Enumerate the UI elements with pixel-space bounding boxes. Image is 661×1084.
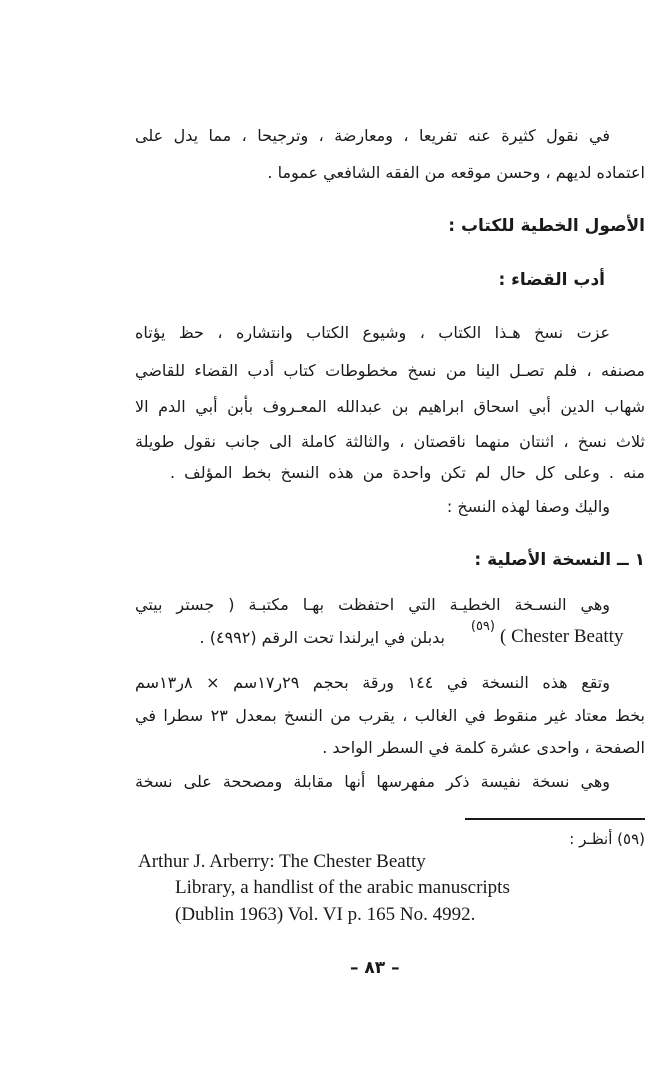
- body-text-line: اعتماده لديهم ، وحسن موقعه من الفقه الشافعي عموما .: [267, 163, 645, 182]
- footnote-separator: [465, 818, 645, 820]
- body-text-line: شهاب الدين أبي اسحاق ابراهيم بن عبدالله المعـروف بأبن أبي الدم الا: [135, 397, 645, 416]
- section-heading: الأصول الخطية للكتاب :: [448, 216, 645, 236]
- body-text-line: بدبلن في ايرلندا تحت الرقم (٤٩٩٢) .: [199, 628, 445, 647]
- body-text-line: عزت نسخ هـذا الكتاب ، وشيوع الكتاب وانتشاره ، حظ يؤتاه: [135, 323, 610, 342]
- body-text-line: ثلاث نسخ ، اثنتان منهما ناقصتان ، والثالثة كاملة الى جانب نقول طويلة: [135, 432, 645, 451]
- subsection-heading: أدب القضاء :: [498, 270, 605, 290]
- footnote-reference: (٥٩): [470, 619, 495, 634]
- body-text-line: واليك وصفا لهذه النسخ :: [446, 497, 610, 516]
- body-text-line: منه . وعلى كل حال لم تكن واحدة من هذه النسخ بخط المؤلف .: [170, 463, 645, 482]
- body-text-line: بخط معتاد غير منقوط في الغالب ، يقرب من النسخ بمعدل ٢٣ سطرا في: [135, 706, 645, 725]
- footnote-citation-line: Library, a handlist of the arabic manuscripts: [175, 877, 510, 898]
- collection-name-latin: ( Chester Beatty: [500, 626, 624, 647]
- subsection-heading: ١ ــ النسخة الأصلية :: [474, 550, 645, 570]
- body-text-line: في نقول كثيرة عنه تفريعا ، ومعارضة ، وترجيحا ، مما يدل على: [135, 126, 610, 145]
- page-number: – ٨٣ –: [350, 958, 400, 978]
- body-text-line: الصفحة ، واحدى عشرة كلمة في السطر الواحد .: [322, 738, 645, 757]
- footnote-citation-line: Arthur J. Arberry: The Chester Beatty: [138, 851, 426, 872]
- body-text-line: مصنفه ، فلم تصـل الينا من نسخ مخطوطات كتاب أدب القضاء للقاضي: [135, 361, 645, 380]
- body-text-line: وهي النسـخة الخطيـة التي احتفظت بهـا مكتبـة ( جستر بيتي: [135, 595, 610, 614]
- body-text-line: وتقع هذه النسخة في ١٤٤ ورقة بحجم ٢٩ر١٧سم × ٨ر١٣سم: [135, 673, 610, 692]
- footnote-label: (٥٩) أنظـر :: [569, 830, 645, 848]
- body-text-line: وهي نسخة نفيسة ذكر مفهرسها أنها مقابلة ومصححة على نسخة: [135, 772, 610, 791]
- footnote-citation-line: (Dublin 1963) Vol. VI p. 165 No. 4992.: [175, 904, 476, 925]
